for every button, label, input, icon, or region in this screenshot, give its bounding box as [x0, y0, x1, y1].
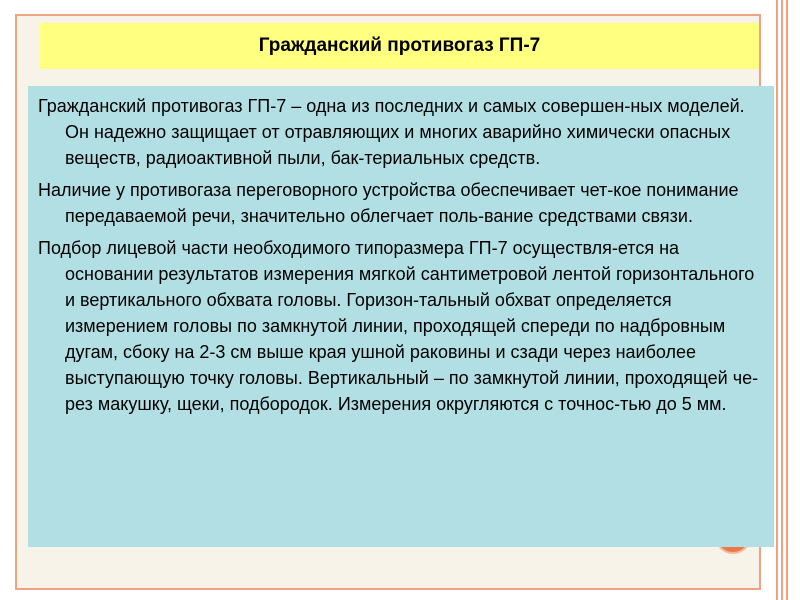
decorative-stripe: [786, 0, 788, 600]
paragraph-size-selection: Подбор лицевой части необходимого типоразмера ГП-7 осуществля-ется на основании результатов измерения мягкой сантиметровой лентой горизонтального и вертикального обхвата головы. Горизон-тальный обхват определяется измерением головы по замкнутой линии, проходящей спереди по надбровным дугам, сбоку на 2-3 см выше края ушной раковины и сзади через наиболее выступающую точку головы. Вертикальный – по замкнутой линии, проходящей че-рез макушку, щеки, подбородок. Измерения округляются с точнос-тью до 5 мм.: [38, 238, 759, 414]
paragraph-description: Гражданский противогаз ГП-7 – одна из последних и самых совершен-ных моделей. Он надежно защищает от отравляющих и многих аварийно химически опасных веществ, радиоактивной пыли, бак-териальных средств.: [38, 96, 745, 168]
decorative-stripe: [776, 0, 778, 600]
title-bar: [40, 23, 759, 69]
decorative-stripe: [781, 0, 783, 600]
slide-title: Гражданский противогаз ГП-7: [258, 35, 541, 56]
content-box: [28, 86, 774, 547]
paragraph-voice-device: Наличие у противогаза переговорного устройства обеспечивает чет-кое понимание передаваемой речи, значительно облегчает поль-вание средствами связи.: [38, 180, 739, 226]
